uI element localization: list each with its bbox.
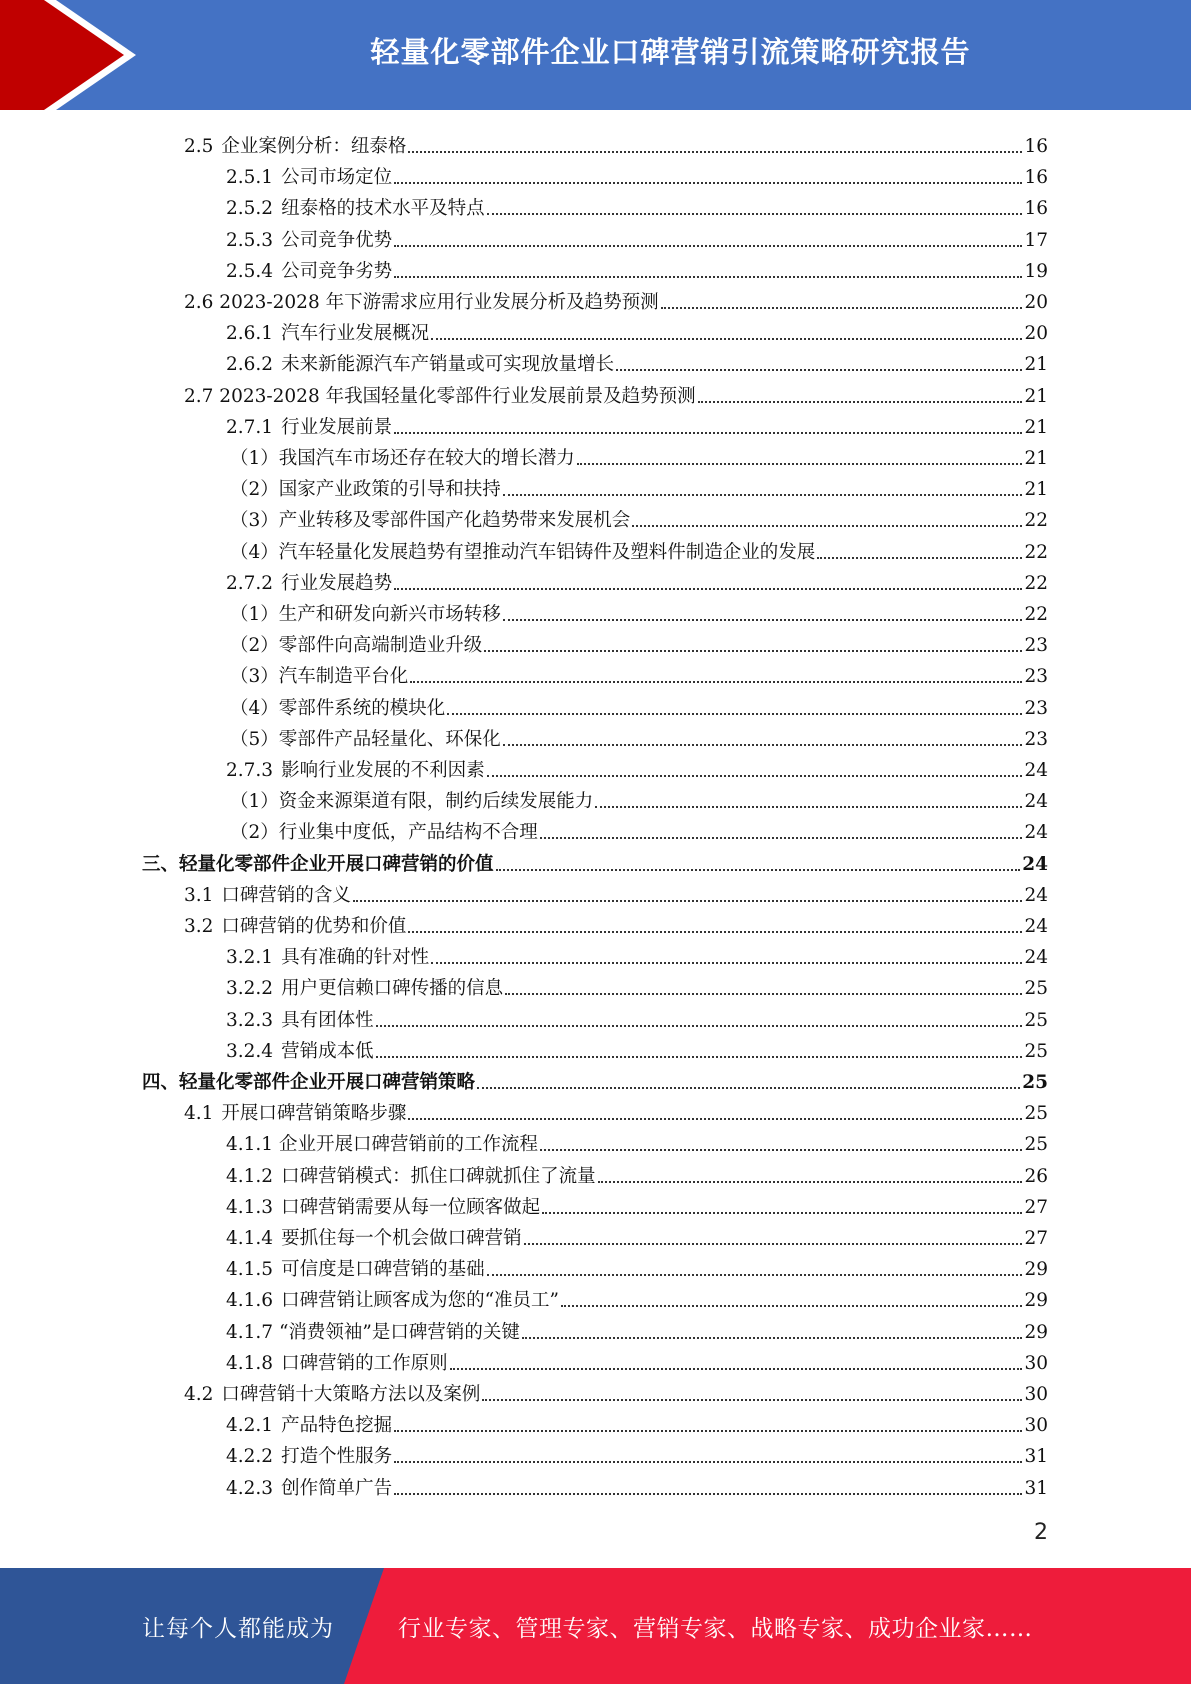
toc-entry[interactable] xyxy=(230,471,1048,502)
toc-entry[interactable] xyxy=(142,1064,1048,1095)
toc-dot-leader xyxy=(632,525,1022,527)
toc-entry-title: 企业案例分析：纽泰格 xyxy=(221,136,407,157)
toc-dot-leader xyxy=(376,1025,1023,1027)
toc-entry-page: 21 xyxy=(1024,385,1048,407)
toc-entry-number: 2.5.3 xyxy=(226,229,274,251)
toc-entry-number: 4.2.2 xyxy=(226,1446,274,1468)
toc-entry-page: 27 xyxy=(1024,1228,1048,1249)
toc-entry-page: 24 xyxy=(1024,947,1048,969)
toc-entry[interactable] xyxy=(184,1095,1048,1126)
red-chevron-icon xyxy=(0,0,150,110)
toc-dot-leader xyxy=(487,213,1023,215)
toc-entry-title: 具有团体性 xyxy=(281,1009,374,1031)
toc-dot-leader xyxy=(394,245,1022,247)
toc-entry-title: 纽泰格的技术水平及特点 xyxy=(281,198,485,220)
toc-entry[interactable] xyxy=(226,1314,1048,1345)
toc-entry[interactable] xyxy=(226,1158,1048,1189)
toc-dot-leader xyxy=(503,494,1023,496)
toc-entry-page: 29 xyxy=(1024,1321,1048,1343)
toc-dot-leader xyxy=(450,1368,1023,1370)
toc-entry-title: 公司市场定位 xyxy=(281,167,393,189)
toc-entry-title: 汽车行业发展概况 xyxy=(281,323,430,345)
toc-dot-leader xyxy=(540,1149,1022,1151)
toc-entry[interactable] xyxy=(226,1407,1048,1438)
toc-entry-number: 2.5.4 xyxy=(226,260,274,282)
toc-entry-title: 口碑营销让顾客成为您的“准员工” xyxy=(281,1290,559,1312)
toc-dot-leader xyxy=(376,1056,1023,1058)
toc-entry[interactable] xyxy=(184,378,1048,409)
toc-entry-page: 21 xyxy=(1024,479,1048,501)
toc-dot-leader xyxy=(503,619,1023,621)
toc-entry-page: 16 xyxy=(1024,167,1048,189)
toc-entry[interactable] xyxy=(226,1345,1048,1376)
toc-entry[interactable] xyxy=(230,658,1048,689)
toc-entry-page: 21 xyxy=(1024,416,1048,438)
toc-entry-number: 3.2 xyxy=(184,916,214,937)
toc-entry-title: 四、轻量化零部件企业开展口碑营销策略 xyxy=(142,1072,476,1093)
toc-entry-number: 2.6.1 xyxy=(226,323,274,345)
toc-dot-leader xyxy=(598,1181,1023,1183)
toc-dot-leader xyxy=(408,151,1022,153)
footer-slogan-left: 让每个人都能成为 xyxy=(142,1615,334,1642)
toc-dot-leader xyxy=(431,962,1022,964)
toc-entry[interactable] xyxy=(230,783,1048,814)
toc-entry[interactable] xyxy=(184,908,1048,939)
toc-entry-title: 口碑营销需要从每一位顾客做起 xyxy=(281,1196,541,1218)
toc-entry-title: 口碑营销模式：抓住口碑就抓住了流量 xyxy=(281,1165,596,1187)
toc-dot-leader xyxy=(496,869,1021,871)
toc-entry[interactable] xyxy=(226,1220,1048,1251)
toc-entry[interactable] xyxy=(226,346,1048,377)
toc-entry-page: 23 xyxy=(1024,666,1048,688)
toc-dot-leader xyxy=(817,557,1022,559)
toc-entry-title: 开展口碑营销策略步骤 xyxy=(221,1103,407,1125)
toc-entry-title: 口碑营销十大策略方法以及案例 xyxy=(221,1384,481,1405)
toc-entry-number: 3.2.4 xyxy=(226,1040,274,1062)
toc-entry[interactable] xyxy=(226,752,1048,783)
toc-entry-page: 22 xyxy=(1024,510,1048,532)
toc-entry-title: 口碑营销的含义 xyxy=(221,884,351,906)
toc-dot-leader xyxy=(542,1212,1022,1214)
toc-entry-number: 3.2.2 xyxy=(226,978,274,1000)
toc-dot-leader xyxy=(505,993,1022,995)
toc-entry-number: 3.2.1 xyxy=(226,947,274,969)
toc-entry-page: 24 xyxy=(1022,853,1048,875)
toc-entry[interactable] xyxy=(226,1002,1048,1033)
toc-dot-leader xyxy=(698,401,1023,403)
toc-entry-title: （1）生产和研发向新兴市场转移 xyxy=(230,604,501,625)
toc-entry-page: 25 xyxy=(1024,978,1048,1000)
toc-entry-title: 2.7 2023-2028 年我国轻量化零部件行业发展前景及趋势预测 xyxy=(184,385,696,407)
toc-dot-leader xyxy=(616,369,1022,371)
toc-entry-page: 23 xyxy=(1024,635,1048,657)
toc-entry-title: 具有准确的针对性 xyxy=(281,947,430,969)
toc-entry-number: 2.5.1 xyxy=(226,167,274,189)
toc-entry[interactable] xyxy=(226,1470,1048,1501)
toc-entry-page: 24 xyxy=(1024,822,1048,844)
toc-dot-leader xyxy=(394,182,1022,184)
toc-entry[interactable] xyxy=(184,128,1048,159)
toc-entry-title: 可信度是口碑营销的基础 xyxy=(281,1259,485,1281)
toc-entry[interactable] xyxy=(184,877,1048,908)
toc-entry-title: 4.1.1 企业开展口碑营销前的工作流程 xyxy=(226,1134,538,1156)
report-title: 轻量化零部件企业口碑营销引流策略研究报告 xyxy=(370,34,971,69)
toc-dot-leader xyxy=(394,588,1022,590)
toc-dot-leader xyxy=(661,307,1023,309)
toc-entry[interactable] xyxy=(226,253,1048,284)
toc-entry-number: 4.2.1 xyxy=(226,1415,274,1437)
toc-entry-number: 4.1.2 xyxy=(226,1165,274,1187)
toc-entry-title: 未来新能源汽车产销量或可实现放量增长 xyxy=(281,354,615,376)
toc-entry-title: 2.6 2023-2028 年下游需求应用行业发展分析及趋势预测 xyxy=(184,292,659,313)
toc-entry[interactable] xyxy=(226,190,1048,221)
toc-entry-number: 2.5.2 xyxy=(226,198,274,220)
toc-entry[interactable] xyxy=(226,939,1048,970)
toc-entry-page: 22 xyxy=(1024,572,1048,594)
toc-entry-title: 营销成本低 xyxy=(281,1040,374,1062)
toc-entry-page: 22 xyxy=(1024,541,1048,563)
toc-dot-leader xyxy=(408,1118,1022,1120)
toc-entry[interactable] xyxy=(230,596,1048,627)
toc-entry-number: 2.7.2 xyxy=(226,572,274,594)
toc-entry-title: （2）国家产业政策的引导和扶持 xyxy=(230,479,501,501)
toc-dot-leader xyxy=(482,1399,1022,1401)
toc-dot-leader xyxy=(394,1493,1022,1495)
toc-entry-title: （3）汽车制造平台化 xyxy=(230,666,409,688)
toc-entry[interactable] xyxy=(184,1376,1048,1407)
toc-entry[interactable] xyxy=(230,534,1048,565)
toc-dot-leader xyxy=(394,432,1022,434)
toc-entry-title: 公司竞争劣势 xyxy=(281,260,393,282)
toc-dot-leader xyxy=(410,681,1022,683)
toc-entry[interactable] xyxy=(226,159,1048,190)
toc-entry[interactable] xyxy=(230,814,1048,845)
toc-entry-number: 2.7.1 xyxy=(226,416,274,438)
page-header xyxy=(0,0,1191,110)
toc-dot-leader xyxy=(524,1243,1023,1245)
toc-entry-page: 25 xyxy=(1022,1072,1048,1093)
toc-entry-page: 25 xyxy=(1024,1040,1048,1062)
toc-entry-page: 21 xyxy=(1024,354,1048,376)
toc-entry-title: 打造个性服务 xyxy=(281,1446,393,1468)
toc-entry-page: 25 xyxy=(1024,1134,1048,1156)
toc-dot-leader xyxy=(503,744,1023,746)
toc-dot-leader xyxy=(487,775,1023,777)
toc-entry-title: （4）零部件系统的模块化 xyxy=(230,697,446,719)
toc-dot-leader xyxy=(447,713,1022,715)
toc-entry-page: 29 xyxy=(1024,1290,1048,1312)
toc-entry[interactable] xyxy=(226,222,1048,253)
toc-entry-page: 24 xyxy=(1024,760,1048,781)
toc-entry-title: 要抓住每一个机会做口碑营销 xyxy=(281,1228,522,1249)
toc-entry[interactable] xyxy=(226,1438,1048,1469)
toc-entry[interactable] xyxy=(184,284,1048,315)
toc-entry-page: 19 xyxy=(1024,260,1048,282)
toc-entry-number: 3.1 xyxy=(184,884,214,906)
toc-entry-number: 4.1.8 xyxy=(226,1352,274,1374)
toc-entry-page: 29 xyxy=(1024,1259,1048,1281)
toc-entry-title: 创作简单广告 xyxy=(281,1477,393,1499)
toc-entry[interactable] xyxy=(226,1282,1048,1313)
toc-dot-leader xyxy=(561,1305,1022,1307)
toc-entry-title: 口碑营销的优势和价值 xyxy=(221,916,407,937)
toc-entry[interactable] xyxy=(230,440,1048,471)
toc-entry-title: 三、轻量化零部件企业开展口碑营销的价值 xyxy=(142,853,494,875)
toc-entry-page: 17 xyxy=(1024,229,1048,251)
toc-entry-title: 产品特色挖掘 xyxy=(281,1415,393,1437)
toc-entry-title: 口碑营销的工作原则 xyxy=(281,1352,448,1374)
toc-dot-leader xyxy=(477,1087,1020,1089)
toc-entry-page: 22 xyxy=(1024,604,1048,625)
toc-dot-leader xyxy=(353,900,1023,902)
toc-dot-leader xyxy=(394,276,1022,278)
toc-entry-title: （1）我国汽车市场还存在较大的增长潜力 xyxy=(230,448,575,469)
toc-entry-number: 4.1 xyxy=(184,1103,214,1125)
toc-entry-title: 用户更信赖口碑传播的信息 xyxy=(281,978,504,1000)
toc-entry-number: 4.1.4 xyxy=(226,1228,274,1249)
toc-dot-leader xyxy=(408,931,1022,933)
toc-entry-title: （1）资金来源渠道有限，制约后续发展能力 xyxy=(230,791,594,813)
toc-entry-title: （3）产业转移及零部件国产化趋势带来发展机会 xyxy=(230,510,631,532)
toc-entry-page: 23 xyxy=(1024,697,1048,719)
toc-entry-page: 31 xyxy=(1024,1446,1048,1468)
toc-entry-title: 行业发展前景 xyxy=(281,416,393,438)
toc-entry-number: 3.2.3 xyxy=(226,1009,274,1031)
toc-entry-number: 4.2 xyxy=(184,1384,214,1405)
toc-entry-title: 行业发展趋势 xyxy=(281,572,393,594)
toc-entry-title: 公司竞争优势 xyxy=(281,229,393,251)
toc-entry[interactable] xyxy=(226,565,1048,596)
page-footer xyxy=(0,1568,1191,1684)
toc-entry[interactable] xyxy=(226,1251,1048,1282)
toc-entry-title: （2）行业集中度低，产品结构不合理 xyxy=(230,822,538,844)
toc-entry[interactable] xyxy=(230,502,1048,533)
toc-entry-page: 30 xyxy=(1024,1352,1048,1374)
toc-entry-page: 24 xyxy=(1024,884,1048,906)
toc-entry-page: 20 xyxy=(1024,323,1048,345)
toc-entry-number: 4.1.3 xyxy=(226,1196,274,1218)
toc-dot-leader xyxy=(487,1274,1023,1276)
toc-entry[interactable] xyxy=(230,721,1048,752)
toc-entry[interactable] xyxy=(226,970,1048,1001)
toc-entry-title: （5）零部件产品轻量化、环保化 xyxy=(230,728,501,750)
toc-entry-page: 25 xyxy=(1024,1103,1048,1125)
toc-entry-page: 31 xyxy=(1024,1477,1048,1499)
page-number: 2 xyxy=(1034,1520,1048,1545)
toc-entry-page: 24 xyxy=(1024,916,1048,937)
toc-entry-number: 2.5 xyxy=(184,136,214,157)
toc-entry-page: 16 xyxy=(1024,198,1048,220)
toc-dot-leader xyxy=(522,1337,1023,1339)
toc-entry-page: 27 xyxy=(1024,1196,1048,1218)
toc-dot-leader xyxy=(577,463,1023,465)
toc-entry[interactable] xyxy=(226,315,1048,346)
toc-dot-leader xyxy=(484,650,1022,652)
toc-entry[interactable] xyxy=(226,1033,1048,1064)
toc-entry-title: （4）汽车轻量化发展趋势有望推动汽车铝铸件及塑料件制造企业的发展 xyxy=(230,541,816,563)
toc-entry-number: 2.6.2 xyxy=(226,354,274,376)
toc-dot-leader xyxy=(394,1430,1022,1432)
toc-entry[interactable] xyxy=(226,409,1048,440)
toc-entry[interactable] xyxy=(226,1126,1048,1157)
toc-entry-number: 2.7.3 xyxy=(226,760,274,781)
toc-entry-page: 21 xyxy=(1024,448,1048,469)
toc-entry-number: 4.1.6 xyxy=(226,1290,274,1312)
toc-entry[interactable] xyxy=(230,627,1048,658)
toc-entry-page: 30 xyxy=(1024,1415,1048,1437)
toc-entry-page: 20 xyxy=(1024,292,1048,313)
toc-entry-title: （2）零部件向高端制造业升级 xyxy=(230,635,483,657)
toc-dot-leader xyxy=(595,806,1022,808)
toc-entry-page: 23 xyxy=(1024,728,1048,750)
toc-entry-page: 25 xyxy=(1024,1009,1048,1031)
toc-entry-page: 16 xyxy=(1024,136,1048,157)
toc-entry[interactable] xyxy=(226,1189,1048,1220)
toc-dot-leader xyxy=(394,1461,1022,1463)
toc-entry-number: 4.1.5 xyxy=(226,1259,274,1281)
toc-entry-page: 30 xyxy=(1024,1384,1048,1405)
toc-dot-leader xyxy=(540,837,1023,839)
toc-entry[interactable] xyxy=(142,846,1048,877)
toc-entry[interactable] xyxy=(230,690,1048,721)
footer-slogan-right: 行业专家、管理专家、营销专家、战略专家、成功企业家…… xyxy=(398,1615,1033,1642)
toc-entry-title: 影响行业发展的不利因素 xyxy=(281,760,485,781)
toc-entry-page: 26 xyxy=(1024,1165,1048,1187)
toc-entry-title: 4.1.7 “消费领袖”是口碑营销的关键 xyxy=(226,1321,520,1343)
toc-dot-leader xyxy=(431,338,1022,340)
toc-entry-number: 4.2.3 xyxy=(226,1477,274,1499)
toc-entry-page: 24 xyxy=(1024,791,1048,813)
